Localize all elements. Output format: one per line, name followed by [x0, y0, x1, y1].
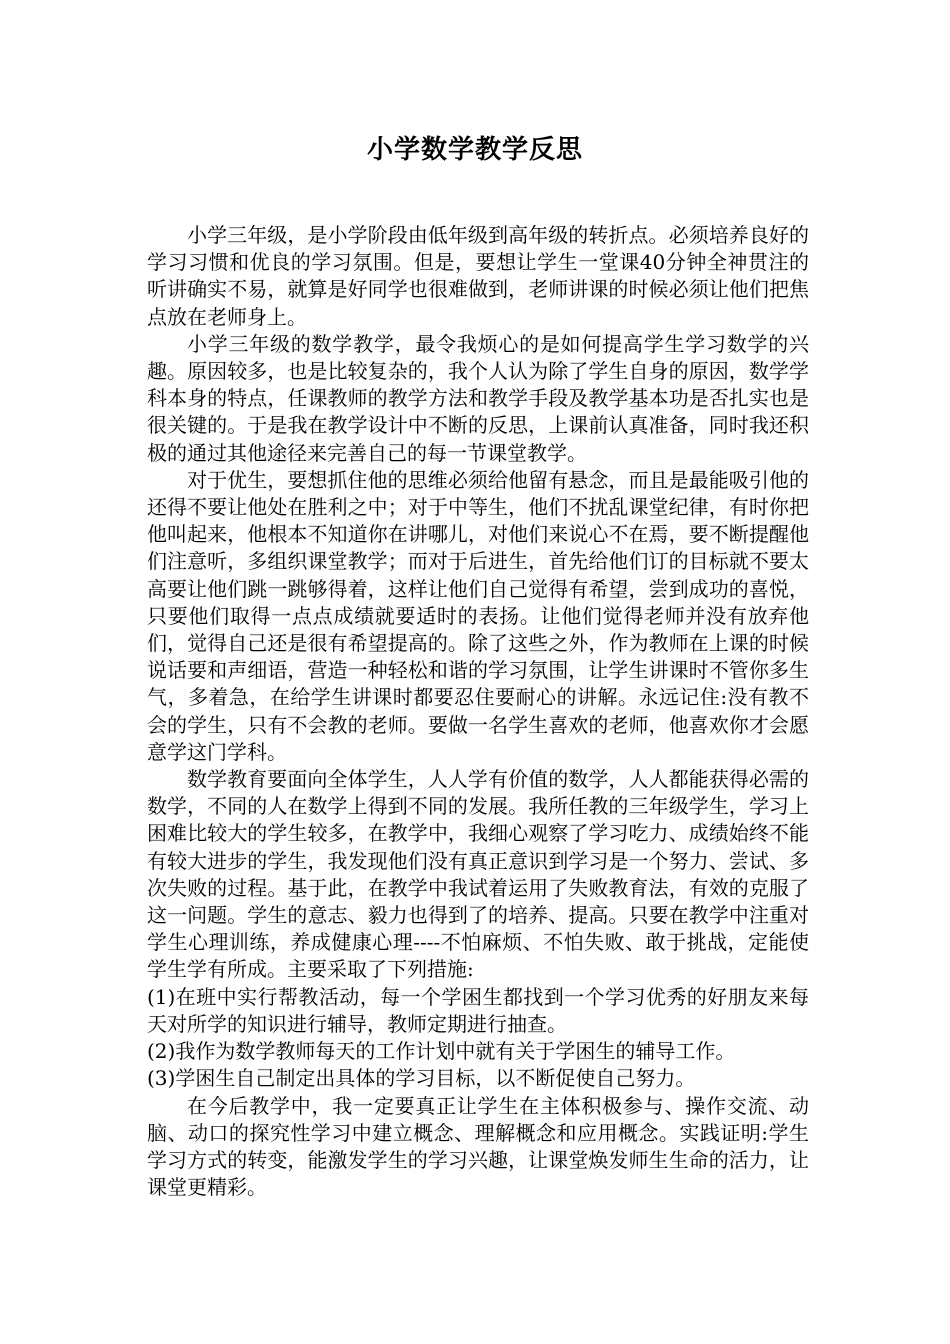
document-body	[147, 222, 809, 1201]
paragraph-3: 对于优生，要想抓住他的思维必须给他留有悬念，而且是最能吸引他的还得不要让他处在胜利之中；对于中等生，他们不扰乱课堂纪律，有时你把他叫起来，他根本不知道你在讲哪儿，对他们来说心不在焉，要不断提醒他们注意听，多组织课堂教学；而对于后进生，首先给他们订的目标就不要太高要让他们跳一跳够得着，这样让他们自己觉得有希望，尝到成功的喜悦，只要他们取得一点点成绩就要适时的表扬。让他们觉得老师并没有放弃他们，觉得自己还是很有希望提高的。除了这些之外，作为教师在上课的时候说话要和声细语，营造一种轻松和谐的学习氛围，让学生讲课时不管你多生气，多着急，在给学生讲课时都要忍住要耐心的讲解。永远记住:没有教不会的学生，只有不会教的老师。要做一名学生喜欢的老师，他喜欢你才会愿意学这门学科。	[147, 467, 809, 764]
paragraph-2: 小学三年级的数学教学，最令我烦心的是如何提高学生学习数学的兴趣。原因较多，也是比较复杂的，我个人认为除了学生自身的原因，数学学科本身的特点，任课教师的教学方法和教学手段及教学基本功是否扎实也是很关键的。于是我在教学设计中不断的反思，上课前认真准备，同时我还积极的通过其他途径来完善自己的每一节课堂教学。	[147, 331, 809, 465]
measure-item-3: (3)学困生自己制定出具体的学习目标，以不断促使自己努力。	[147, 1066, 696, 1091]
closing-paragraph: 在今后教学中，我一定要真正让学生在主体积极参与、操作交流、动脑、动口的探究性学习中建立概念、理解概念和应用概念。实践证明:学生学习方式的转变，能激发学生的学习兴趣，让课堂焕发师生生命的活力，让课堂更精彩。	[147, 1093, 809, 1200]
measure-item-2: (2)我作为数学教师每天的工作计划中就有关于学困生的辅导工作。	[147, 1039, 736, 1064]
measure-item-1: (1)在班中实行帮教活动，每一个学困生都找到一个学习优秀的好朋友来每天对所学的知识进行辅导，教师定期进行抽查。	[147, 984, 809, 1036]
paragraph-1: 小学三年级，是小学阶段由低年级到高年级的转折点。必须培养良好的学习习惯和优良的学习氛围。但是，要想让学生一堂课40分钟全神贯注的听讲确实不易，就算是好同学也很难做到，老师讲课的时候必须让他们把焦点放在老师身上。	[147, 223, 809, 329]
paragraph-4: 数学教育要面向全体学生，人人学有价值的数学，人人都能获得必需的数学，不同的人在数学上得到不同的发展。我所任教的三年级学生，学习上困难比较大的学生较多，在教学中，我细心观察了学习吃力、成绩始终不能有较大进步的学生，我发现他们没有真正意识到学习是一个努力、尝试、多次失败的过程。基于此，在教学中我试着运用了失败教育法，有效的克服了这一问题。学生的意志、毅力也得到了的培养、提高。只要在教学中注重对学生心理训练，养成健康心理----不怕麻烦、不怕失败、敢于挑战，定能使学生学有所成。主要采取了下列措施:	[147, 767, 809, 982]
page-title: 小学数学教学反思	[366, 135, 583, 165]
